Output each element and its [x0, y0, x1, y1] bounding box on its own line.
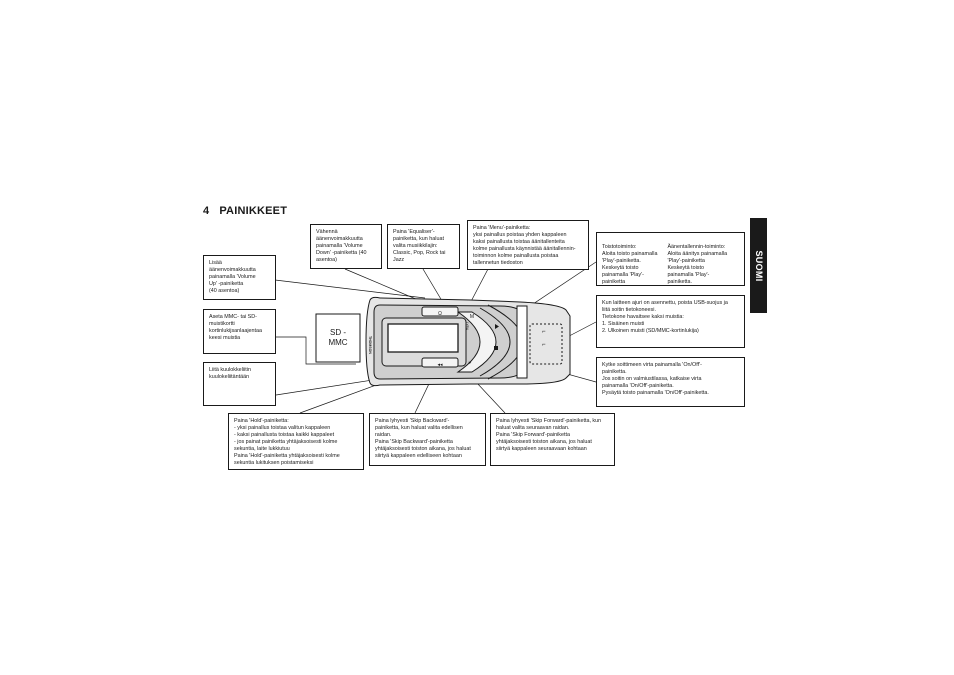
skip-forward-icon: ▸ — [468, 360, 472, 366]
skip-backward-icon: ◂◂ — [437, 362, 443, 368]
brand-logo: THOMSON — [368, 336, 372, 354]
section-title: PAINIKKEET — [219, 205, 288, 217]
callout-equaliser: Paina 'Equaliser'- painiketta, kun haluat valita musiikkilajin: Classic, Pop, Rock tai Jazz — [387, 224, 460, 269]
leader-volume-up — [275, 280, 425, 298]
equaliser-icon: Ω — [438, 311, 442, 317]
stop-icon — [494, 346, 498, 350]
sd-mmc-label: SD - MMC — [328, 328, 348, 347]
callout-hold: Paina 'Hold'-painiketta: - yksi painallus toistaa valitun kappaleen - kaksi painallusta toistaa kaikki kappaleet - jos painat painiketta yhtäjaksoisesti kolme sekuntia, laite lukkiutuu Paina 'Hold'-painiketta yhtäjaksoisesti kolme sekuntia lukituksen poistamiseksi — [228, 413, 364, 470]
language-tab-label: SUOMI — [753, 249, 764, 282]
brand-logo-secondary: LYRA — [465, 322, 469, 331]
callout-card-slot: Aseta MMC- tai SD- muistikortti kortinlukijsanlaajentaa keesi muistia — [203, 309, 276, 354]
section-number: 4 — [203, 205, 210, 217]
callout-volume-up: Lisää äänenvoimakkuutta painamalla 'Volume Up' -painiketta (40 asentoa) — [203, 255, 276, 300]
callout-skip-forward: Paina lyhyesti 'Skip Forward'-painiketta, kun haluat valita seuraavan raidan. Paina 'Skip Forward'-painiketta yhtäjaksoisesti toiston aikana, jos haluat siirtyä kappaleen seuraavaan kohtaan — [490, 413, 615, 466]
callout-play-recorder: Äänentallennin-toiminto: Aloita äänitys painamalla 'Play'-painiketta Keskeytä toisto painamalla 'Play'- painiketta. — [667, 244, 728, 285]
callout-skip-backward: Paina lyhyesti 'Skip Backward'- painiketta, kun haluat valita edellisen raidan. Paina 'Skip Backward'-painiketta yhtäjaksoisesti toiston aikana, jos haluat siirtyä kappaleen edelliseen kohtaan — [369, 413, 486, 466]
callout-play-playback: Toistotoiminto: Aloita toisto painamalla 'Play'-painiketta. Keskeytä toisto painamalla 'Play'- painiketta — [602, 244, 658, 285]
callout-headphones: Liitä kuulokkeliitin kuulokeliitäntään — [203, 362, 276, 406]
callout-usb: Kun laitteen ajuri on asennettu, poista USB-suojus ja liitä soitin tietokoneesi. Tietokone havaitsee kaksi muistia: 1. Sisäinen muisti 2. Ulkoinen muisti (SD/MMC-kortinlukija) — [596, 295, 745, 348]
callout-menu: Paina 'Menu'-painiketta: yksi painallus poistaa yhden kappaleen kaksi painallusta toistaa äänitallenteita kolme painallusta käynnistää äänitallennin- toiminnon kolme painallusta poistaa tallennetun tiedoston — [467, 220, 589, 270]
callout-play — [596, 232, 745, 286]
usb-bracket-icon: ⌐ — [542, 329, 546, 335]
menu-icon: M — [469, 314, 475, 320]
usb-bracket-icon-2: ⌐ — [542, 342, 546, 348]
callout-volume-down: Vähennä äänenvoimakkuutta painamalla 'Volume Down' -painiketta (40 asentoa) — [310, 224, 382, 269]
callout-on-off: Kytke soittimeen virta painamalla 'On/Off'- painiketta. Jos soitin on valmiustilassa, katkaise virta painamalla 'On/Off'-painiketta. Pysäytä toisto painamalla 'On/Off'-painiketta. — [596, 357, 745, 407]
